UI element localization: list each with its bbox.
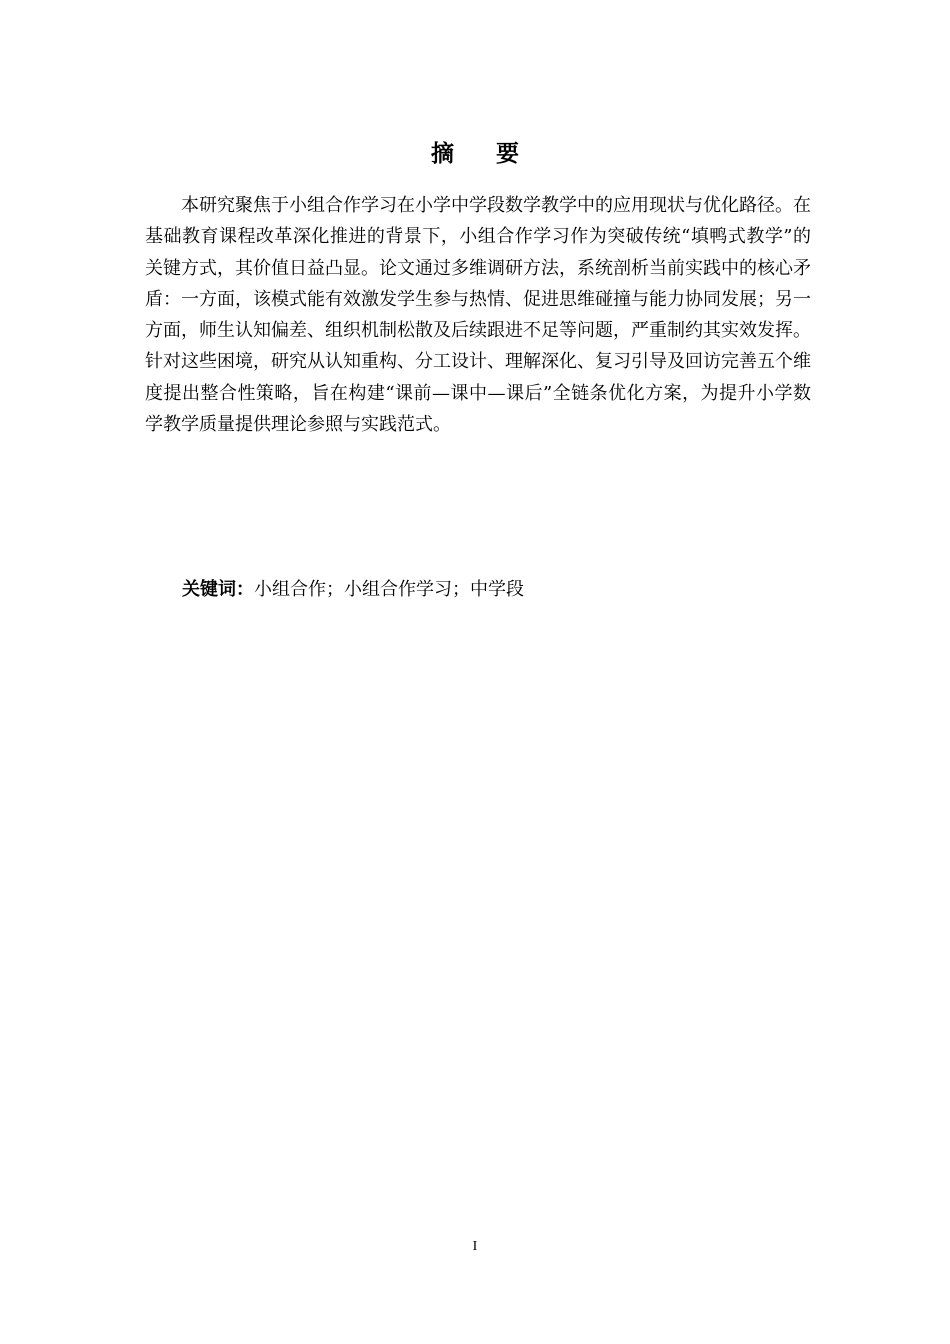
abstract-title-char-1: 摘 <box>431 141 454 167</box>
abstract-title-char-2: 要 <box>496 141 519 167</box>
keywords-value: 小组合作；小组合作学习；中学段 <box>254 579 524 600</box>
keywords-label: 关键词： <box>182 579 254 600</box>
keywords-line <box>182 574 802 606</box>
page-number: I <box>472 1239 478 1254</box>
abstract-title <box>0 138 950 170</box>
abstract-body: 本研究聚焦于小组合作学习在小学中学段数学教学中的应用现状与优化路径。在基础教育课程改革深化推进的背景下，小组合作学习作为突破传统“填鸭式教学”的关键方式，其价值日益凸显。论文通过多维调研方法，系统剖析当前实践中的核心矛盾：一方面，该模式能有效激发学生参与热情、促进思维碰撞与能力协同发展；另一方面，师生认知偏差、组织机制松散及后续跟进不足等问题，严重制约其实效发挥。针对这些困境，研究从认知重构、分工设计、理解深化、复习引导及回访完善五个维度提出整合性策略，旨在构建“课前—课中—课后”全链条优化方案，为提升小学数学教学质量提供理论参照与实践范式。 <box>145 195 811 436</box>
